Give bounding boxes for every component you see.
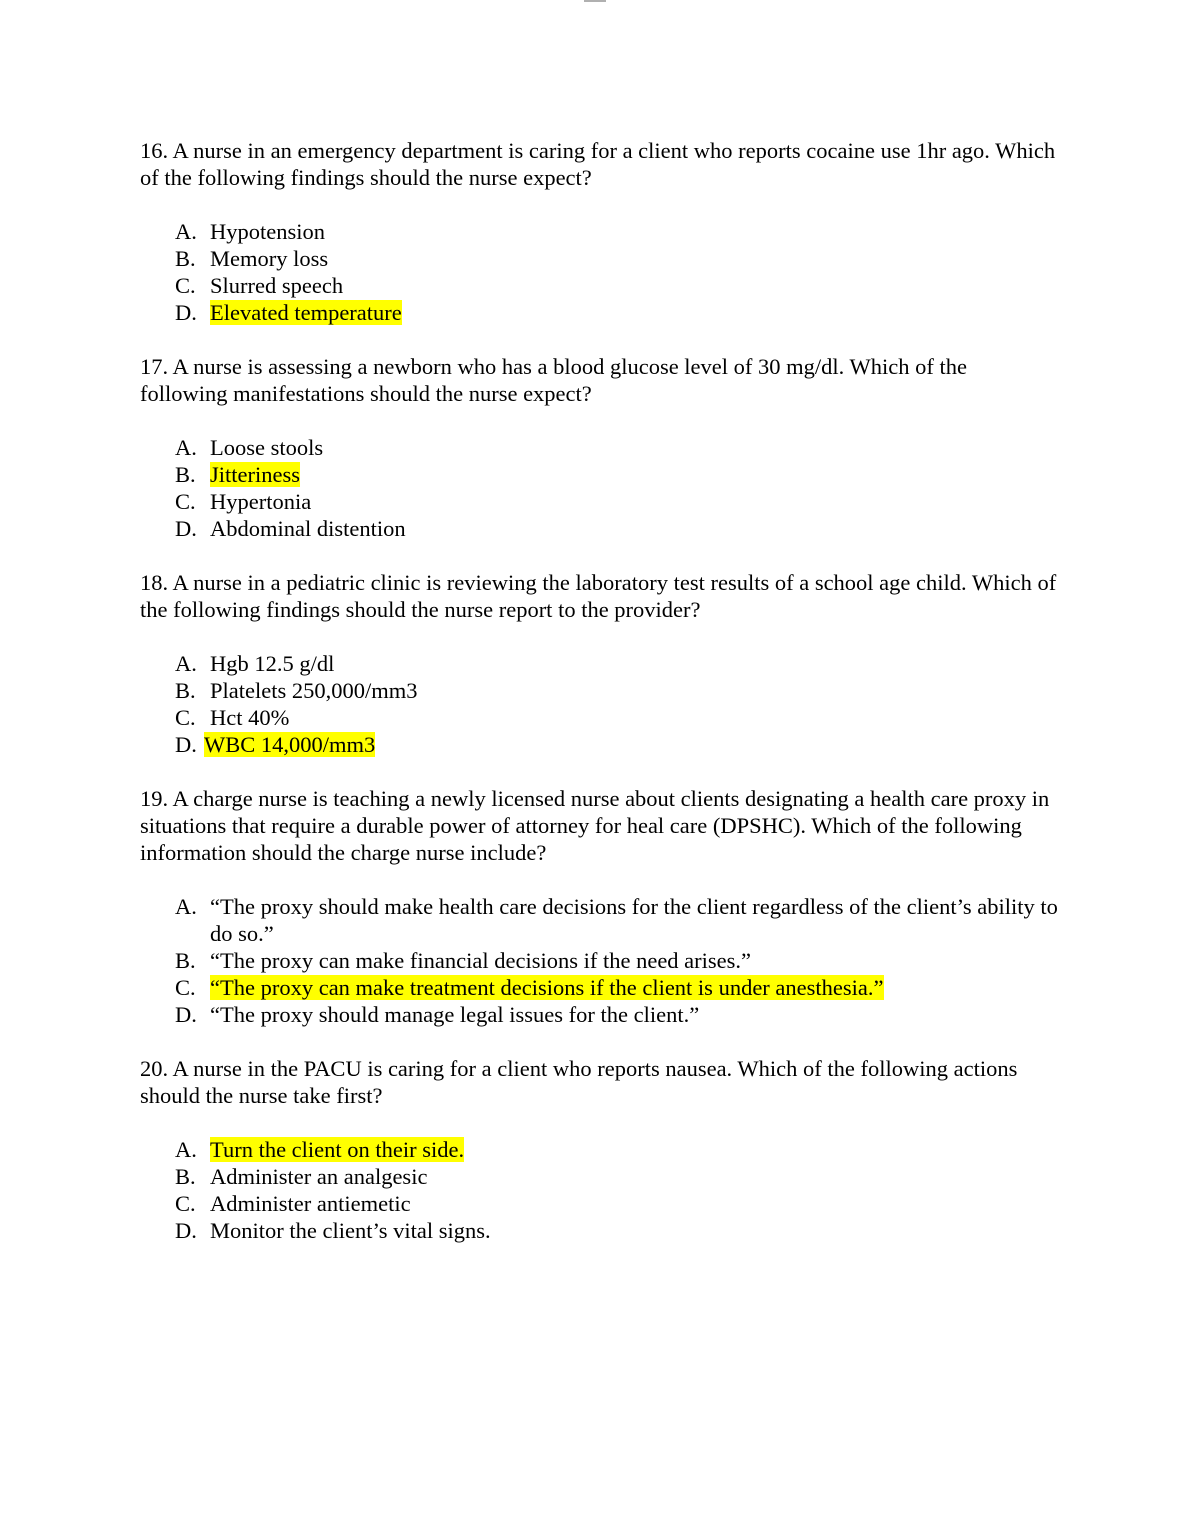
option-letter: C.	[175, 273, 196, 298]
option-letter: D.	[175, 516, 197, 541]
answer-option	[140, 272, 1060, 299]
option-text: Platelets 250,000/mm3	[210, 678, 418, 703]
option-letter: B.	[175, 462, 196, 487]
question-stem: 16. A nurse in an emergency department is caring for a client who reports cocaine use 1hr ago. Which of the following findings should the nurse expect?	[140, 138, 1056, 190]
option-letter: B.	[175, 678, 196, 703]
option-text: Abdominal distention	[210, 516, 406, 541]
answer-option	[140, 650, 1060, 677]
option-letter: D.	[175, 300, 197, 325]
option-letter: B.	[175, 1164, 196, 1189]
option-text: Monitor the client’s vital signs.	[210, 1218, 491, 1243]
option-letter: B.	[175, 948, 196, 973]
answer-option	[140, 434, 1060, 461]
answer-option-highlighted	[140, 461, 1060, 488]
answer-option	[140, 218, 1060, 245]
answer-option	[140, 1190, 1060, 1217]
option-text: Memory loss	[210, 246, 329, 271]
answer-options	[140, 893, 1060, 1028]
answer-option	[140, 1163, 1060, 1190]
option-text: Hypertonia	[210, 489, 312, 514]
highlighted-answer: Jitteriness	[210, 462, 300, 487]
option-letter: D.	[175, 732, 197, 757]
option-letter: D.	[175, 1002, 197, 1027]
question-18	[140, 569, 1060, 758]
answer-options	[140, 434, 1060, 542]
option-letter: C.	[175, 975, 196, 1000]
highlighted-answer: Elevated temperature	[210, 300, 402, 325]
answer-option	[140, 1001, 1060, 1028]
page-top-mark	[584, 0, 606, 2]
option-letter: B.	[175, 246, 196, 271]
option-text: Hypotension	[210, 219, 325, 244]
answer-option-highlighted	[140, 974, 1060, 1001]
option-letter: C.	[175, 705, 196, 730]
option-letter: A.	[175, 651, 197, 676]
answer-option	[140, 515, 1060, 542]
option-letter: C.	[175, 489, 196, 514]
question-19	[140, 785, 1060, 1028]
answer-option-highlighted	[140, 731, 1060, 758]
question-stem: 19. A charge nurse is teaching a newly licensed nurse about clients designating a health care proxy in situations that require a durable power of attorney for heal care (DPSHC). Which of the following information should the charge nurse include?	[140, 786, 1050, 865]
option-letter: A.	[175, 219, 197, 244]
question-stem: 17. A nurse is assessing a newborn who has a blood glucose level of 30 mg/dl. Which of the following manifestations should the nurse expect?	[140, 354, 967, 406]
option-letter: C.	[175, 1191, 196, 1216]
answer-option	[140, 677, 1060, 704]
question-20	[140, 1055, 1060, 1244]
option-letter: A.	[175, 894, 197, 919]
highlighted-answer: WBC 14,000/mm3	[204, 732, 376, 757]
option-text: Hgb 12.5 g/dl	[210, 651, 335, 676]
answer-option	[140, 245, 1060, 272]
option-text: Hct 40%	[210, 705, 290, 730]
option-text: Slurred speech	[210, 273, 344, 298]
question-stem: 20. A nurse in the PACU is caring for a client who reports nausea. Which of the following actions should the nurse take first?	[140, 1056, 1018, 1108]
option-letter: A.	[175, 435, 197, 460]
answer-option	[140, 1217, 1060, 1244]
question-16	[140, 137, 1060, 326]
answer-option	[140, 488, 1060, 515]
option-text: Loose stools	[210, 435, 324, 460]
highlighted-answer: Turn the client on their side.	[210, 1137, 465, 1162]
question-stem: 18. A nurse in a pediatric clinic is reviewing the laboratory test results of a school age child. Which of the following findings should the nurse report to the provider?	[140, 570, 1057, 622]
option-letter: A.	[175, 1137, 197, 1162]
question-17	[140, 353, 1060, 542]
answer-option	[140, 947, 1060, 974]
option-text: “The proxy should manage legal issues for the client.”	[210, 1002, 700, 1027]
answer-option	[140, 893, 1060, 947]
answer-option	[140, 704, 1060, 731]
answer-option-highlighted	[140, 1136, 1060, 1163]
answer-option-highlighted	[140, 299, 1060, 326]
option-text: “The proxy can make financial decisions if the need arises.”	[210, 948, 752, 973]
answer-options	[140, 650, 1060, 758]
highlighted-answer: “The proxy can make treatment decisions if the client is under anesthesia.”	[210, 975, 884, 1000]
option-text: Administer an analgesic	[210, 1164, 428, 1189]
document-body	[140, 137, 1060, 1271]
answer-options	[140, 1136, 1060, 1244]
option-text: “The proxy should make health care decisions for the client regardless of the client’s ability to do so.”	[210, 894, 1058, 946]
answer-options	[140, 218, 1060, 326]
option-letter: D.	[175, 1218, 197, 1243]
option-text: Administer antiemetic	[210, 1191, 411, 1216]
